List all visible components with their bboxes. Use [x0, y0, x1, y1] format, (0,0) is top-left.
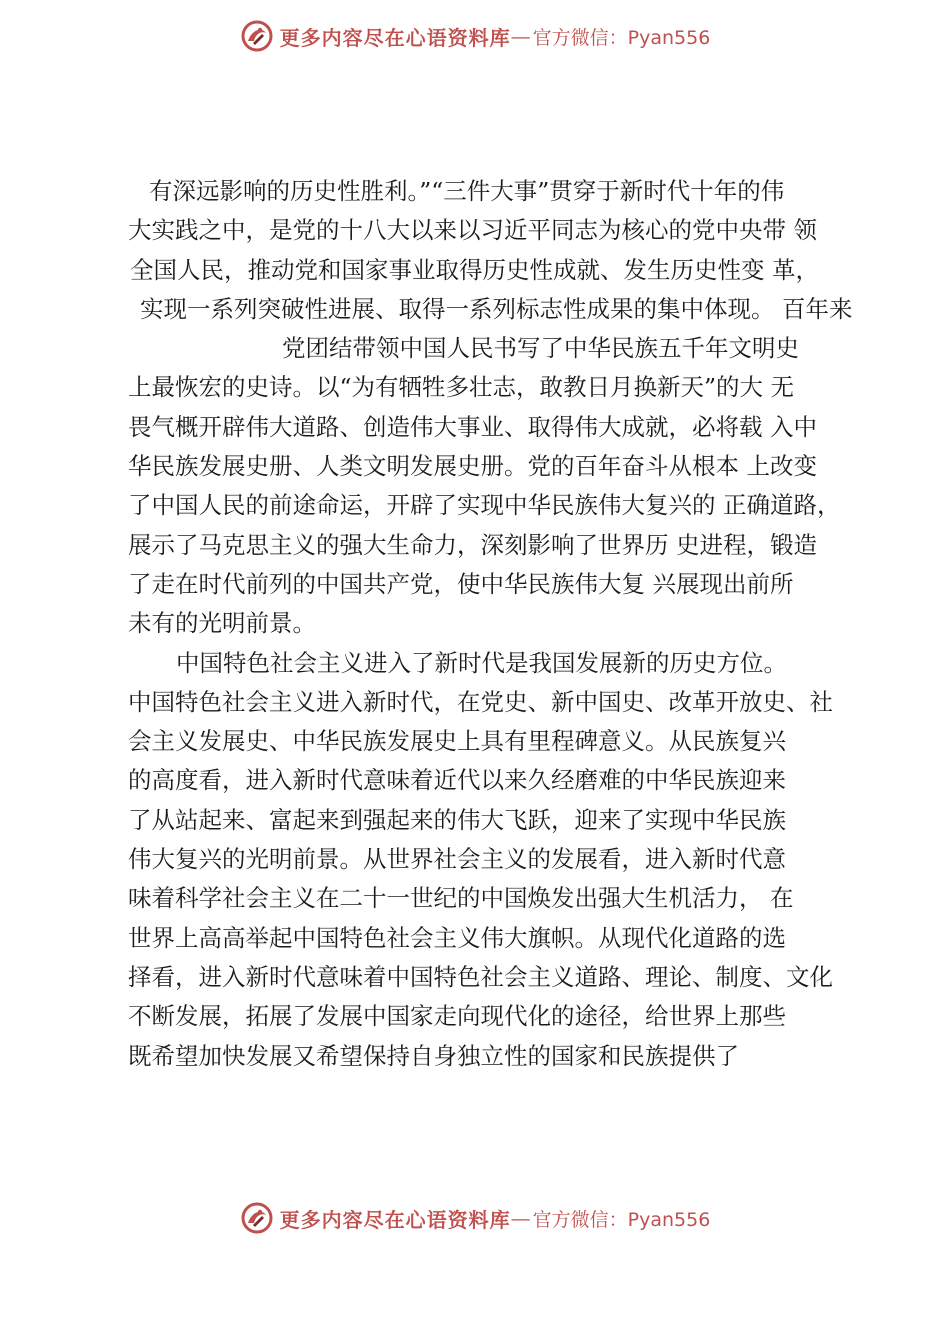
body-line: 大实践之中，是党的十八大以来以习近平同志为核心的党中央带 领 — [128, 216, 817, 245]
body-line: 世界上高高举起中国特色社会主义伟大旗帜。从现代化道路的选 — [128, 923, 786, 952]
body-line: 实现一系列突破性进展、取得一系列标志性成果的集中体现。 百年来 — [140, 294, 853, 323]
document-body — [128, 172, 853, 1076]
body-line: 展示了马克思主义的强大生命力，深刻影响了世界历 史进程，锻造 — [128, 530, 817, 559]
footer-separator: — — [510, 1206, 531, 1230]
swirl-logo-icon — [240, 19, 274, 53]
body-line: 中国特色社会主义进入新时代，在党史、新中国史、改革开放史、社 — [128, 687, 833, 716]
body-line: 畏气概开辟伟大道路、创造伟大事业、取得伟大成就，必将载 入中 — [128, 412, 817, 441]
body-line: 不断发展，拓展了发展中国家走向现代化的途径，给世界上那些 — [128, 1002, 786, 1031]
body-line: 了中国人民的前途命运，开辟了实现中华民族伟大复兴的 正确道路， — [128, 491, 841, 520]
header-banner — [0, 16, 950, 56]
footer-banner — [0, 1198, 950, 1238]
body-line: 会主义发展史、中华民族发展史上具有里程碑意义。从民族复兴 — [128, 727, 786, 756]
body-line: 中国特色社会主义进入了新时代是我国发展新的历史方位。 — [176, 648, 787, 677]
body-line: 了走在时代前列的中国共产党，使中华民族伟大复 兴展现出前所 — [128, 569, 794, 598]
body-line: 了从站起来、富起来到强起来的伟大飞跃，迎来了实现中华民族 — [128, 805, 786, 834]
body-line: 的高度看，进入新时代意味着近代以来久经磨难的中华民族迎来 — [128, 766, 786, 795]
body-line: 全国人民，推动党和国家事业取得历史性成就、发生历史性变 革， — [130, 255, 819, 284]
body-line: 上最恢宏的史诗。以“为有牺牲多壮志，敢教日月换新天”的大 无 — [128, 373, 794, 402]
header-contact-text: 官方微信：Pyan556 — [532, 26, 711, 49]
swirl-logo-icon — [240, 1201, 274, 1235]
footer-contact-text: 官方微信：Pyan556 — [532, 1208, 711, 1231]
body-line: 党团结带领中国人民书写了中华民族五千年文明史 — [282, 334, 799, 363]
body-line: 择看，进入新时代意味着中国特色社会主义道路、理论、制度、文化 — [128, 962, 833, 991]
body-line: 未有的光明前景。 — [128, 609, 316, 638]
body-line: 味着科学社会主义在二十一世纪的中国焕发出强大生机活力， 在 — [128, 884, 794, 913]
body-line: 华民族发展史册、人类文明发展史册。党的百年奋斗从根本 上改变 — [128, 452, 817, 481]
header-separator: — — [510, 24, 531, 48]
footer-brand-text: 更多内容尽在心语资料库 — [279, 1207, 511, 1232]
body-line: 伟大复兴的光明前景。从世界社会主义的发展看，进入新时代意 — [128, 845, 786, 874]
body-line: 既希望加快发展又希望保持自身独立性的国家和民族提供了 — [128, 1041, 739, 1070]
header-brand-text: 更多内容尽在心语资料库 — [279, 25, 511, 50]
body-line: 有深远影响的历史性胜利。”“三件大事”贯穿于新时代十年的伟 — [149, 177, 785, 205]
